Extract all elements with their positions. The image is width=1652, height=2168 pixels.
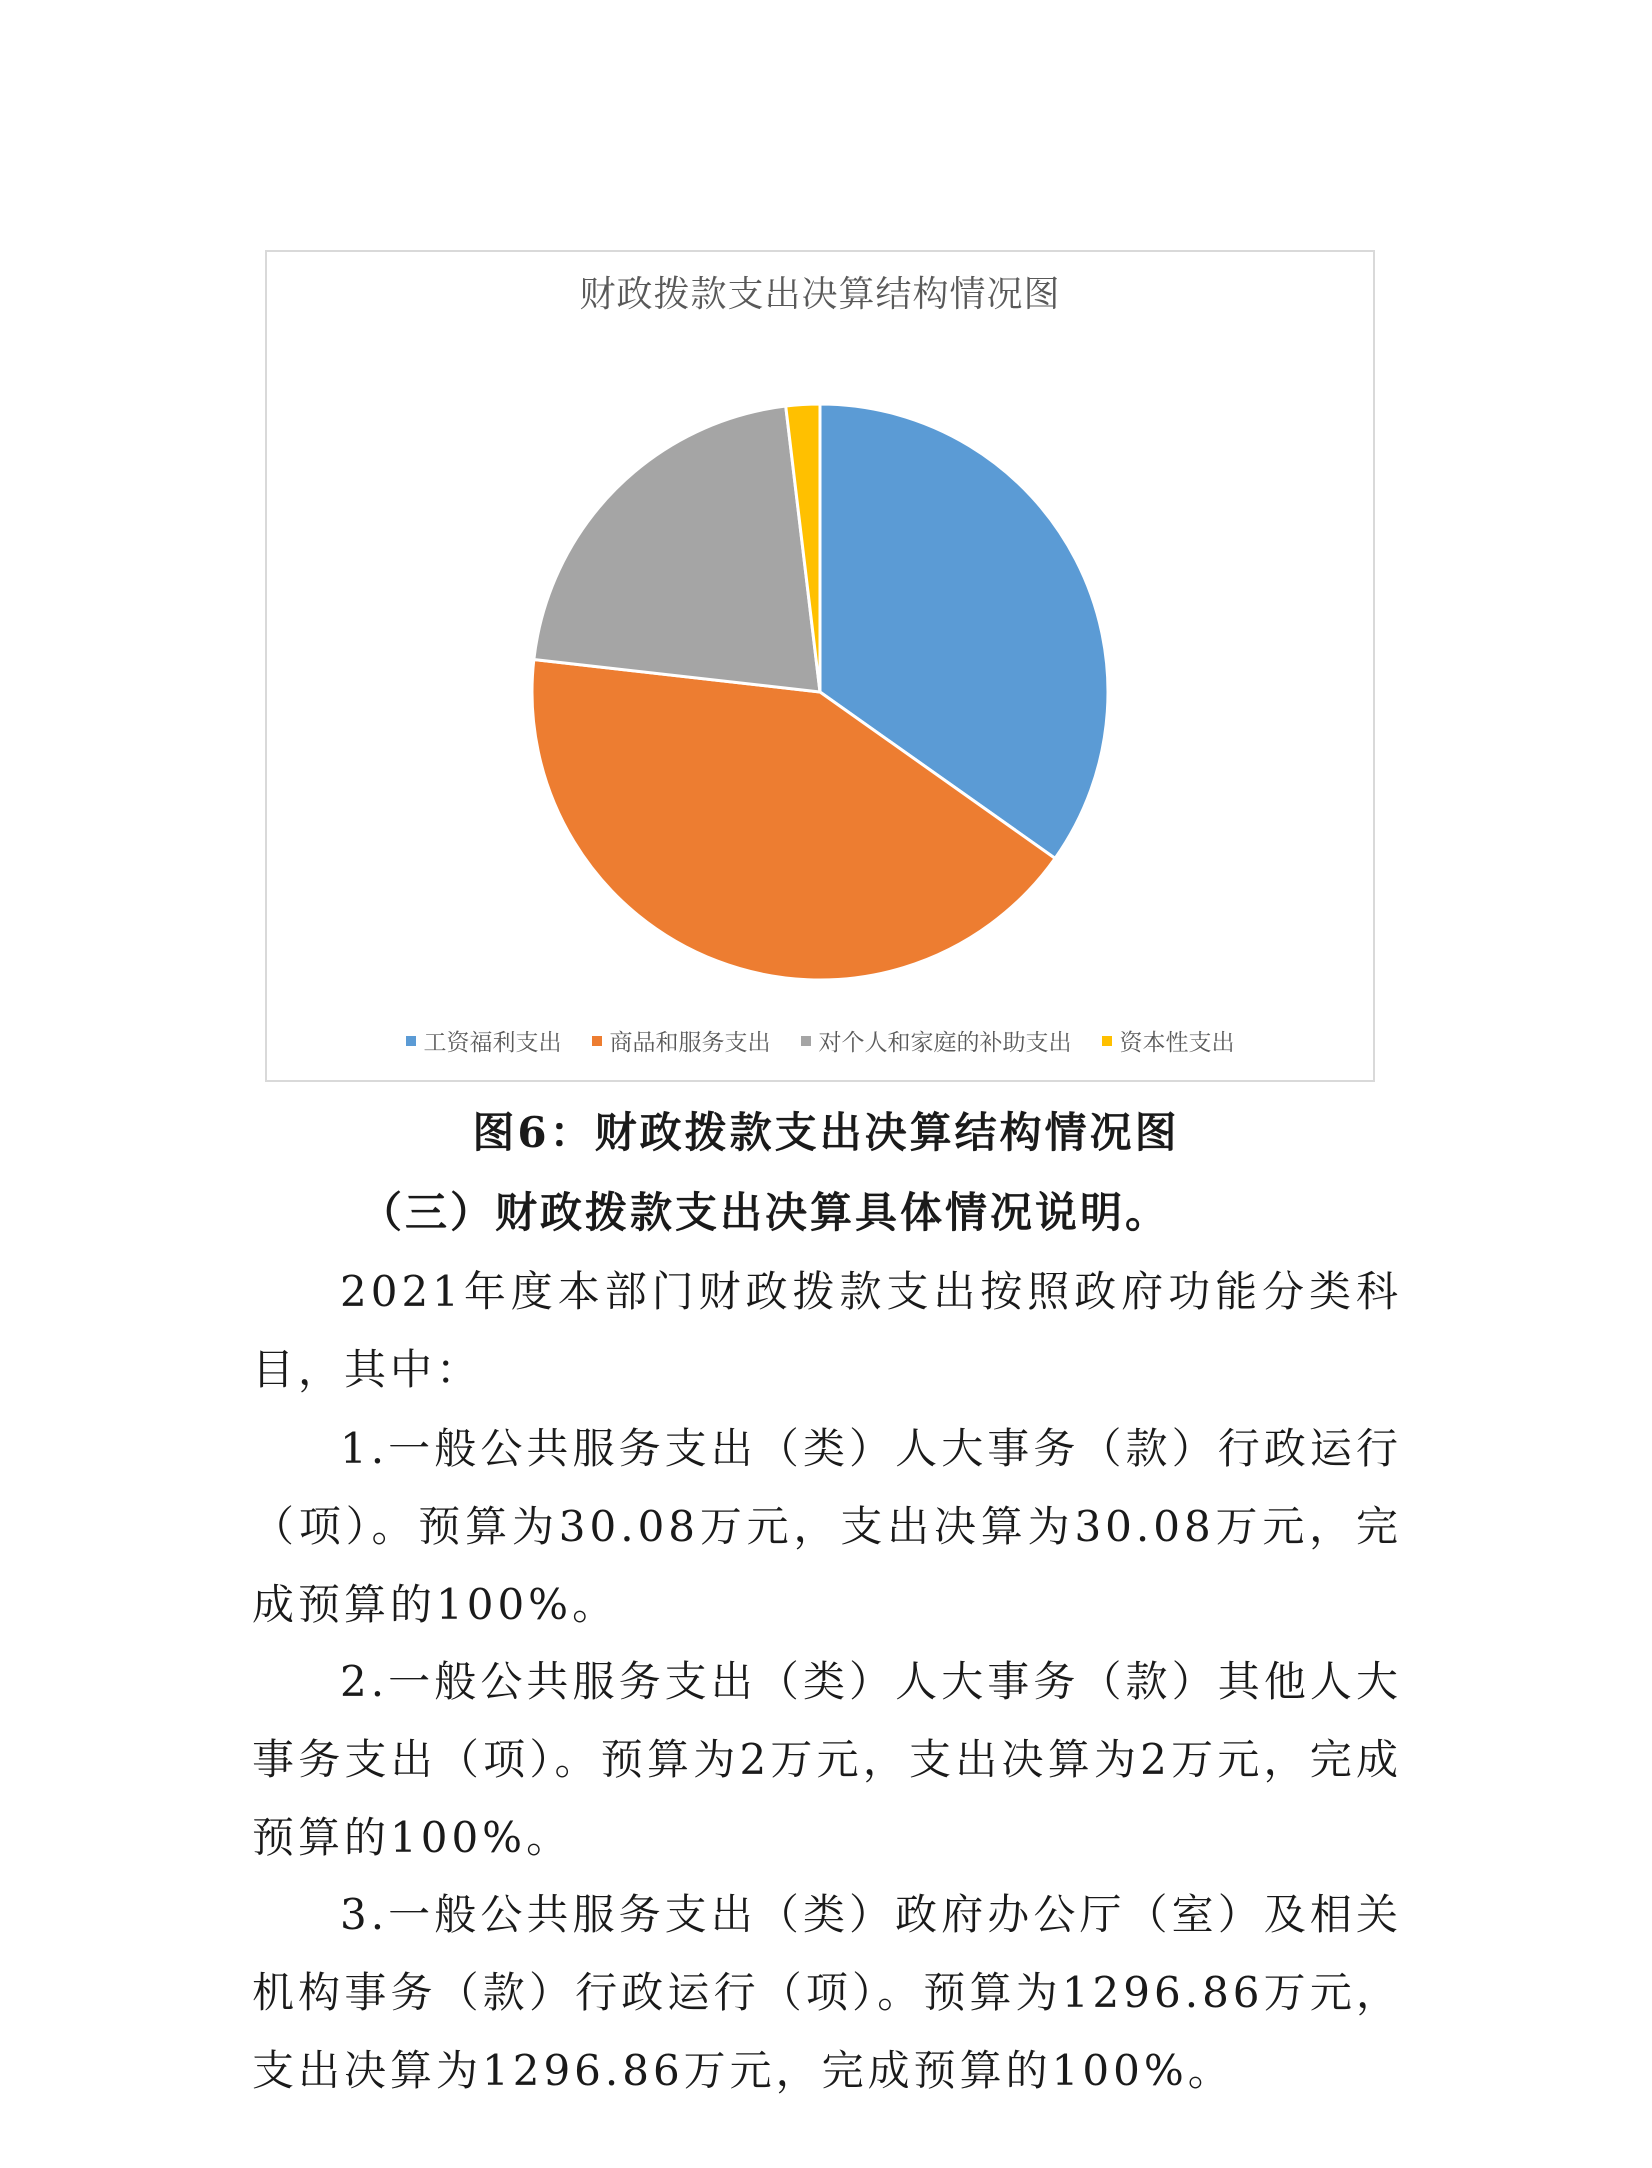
legend-swatch <box>801 1036 811 1046</box>
legend-label: 商品和服务支出 <box>609 1030 771 1056</box>
paragraph-item-3: 3.一般公共服务支出（类）政府办公厅（室）及相关机构事务（款）行政运行（项）。预算为1296.86万元，支出决算为1296.86万元，完成预算的100%。 <box>252 1890 1402 2095</box>
legend-swatch <box>592 1036 602 1046</box>
paragraph-item-1: 1.一般公共服务支出（类）人大事务（款）行政运行（项）。预算为30.08万元，支出决算为30.08万元，完成预算的100%。 <box>252 1424 1402 1629</box>
chart-title: 财政拨款支出决算结构情况图 <box>579 274 1061 315</box>
pie-chart <box>267 252 1373 1080</box>
legend-swatch <box>406 1036 416 1046</box>
chart-legend <box>267 1024 1373 1057</box>
legend-item-subsidy <box>801 1024 1072 1057</box>
section-heading: （三）财政拨款支出决算具体情况说明。 <box>360 1188 1171 1237</box>
paragraph-intro: 2021年度本部门财政拨款支出按照政府功能分类科目，其中： <box>252 1267 1402 1394</box>
pie-chart-frame <box>265 250 1375 1082</box>
legend-label: 对个人和家庭的补助支出 <box>818 1030 1072 1056</box>
figure-caption: 图6：财政拨款支出决算结构情况图 <box>472 1108 1180 1157</box>
legend-item-goods-services <box>592 1024 771 1057</box>
legend-label: 工资福利支出 <box>423 1030 562 1056</box>
pie-slice-subsidy <box>534 406 820 692</box>
legend-item-capital <box>1102 1024 1235 1057</box>
paragraph-item-2: 2.一般公共服务支出（类）人大事务（款）其他人大事务支出（项）。预算为2万元，支出决算为2万元，完成预算的100%。 <box>252 1657 1402 1862</box>
legend-label: 资本性支出 <box>1119 1030 1235 1056</box>
legend-swatch <box>1102 1036 1112 1046</box>
legend-item-salary <box>406 1024 562 1057</box>
